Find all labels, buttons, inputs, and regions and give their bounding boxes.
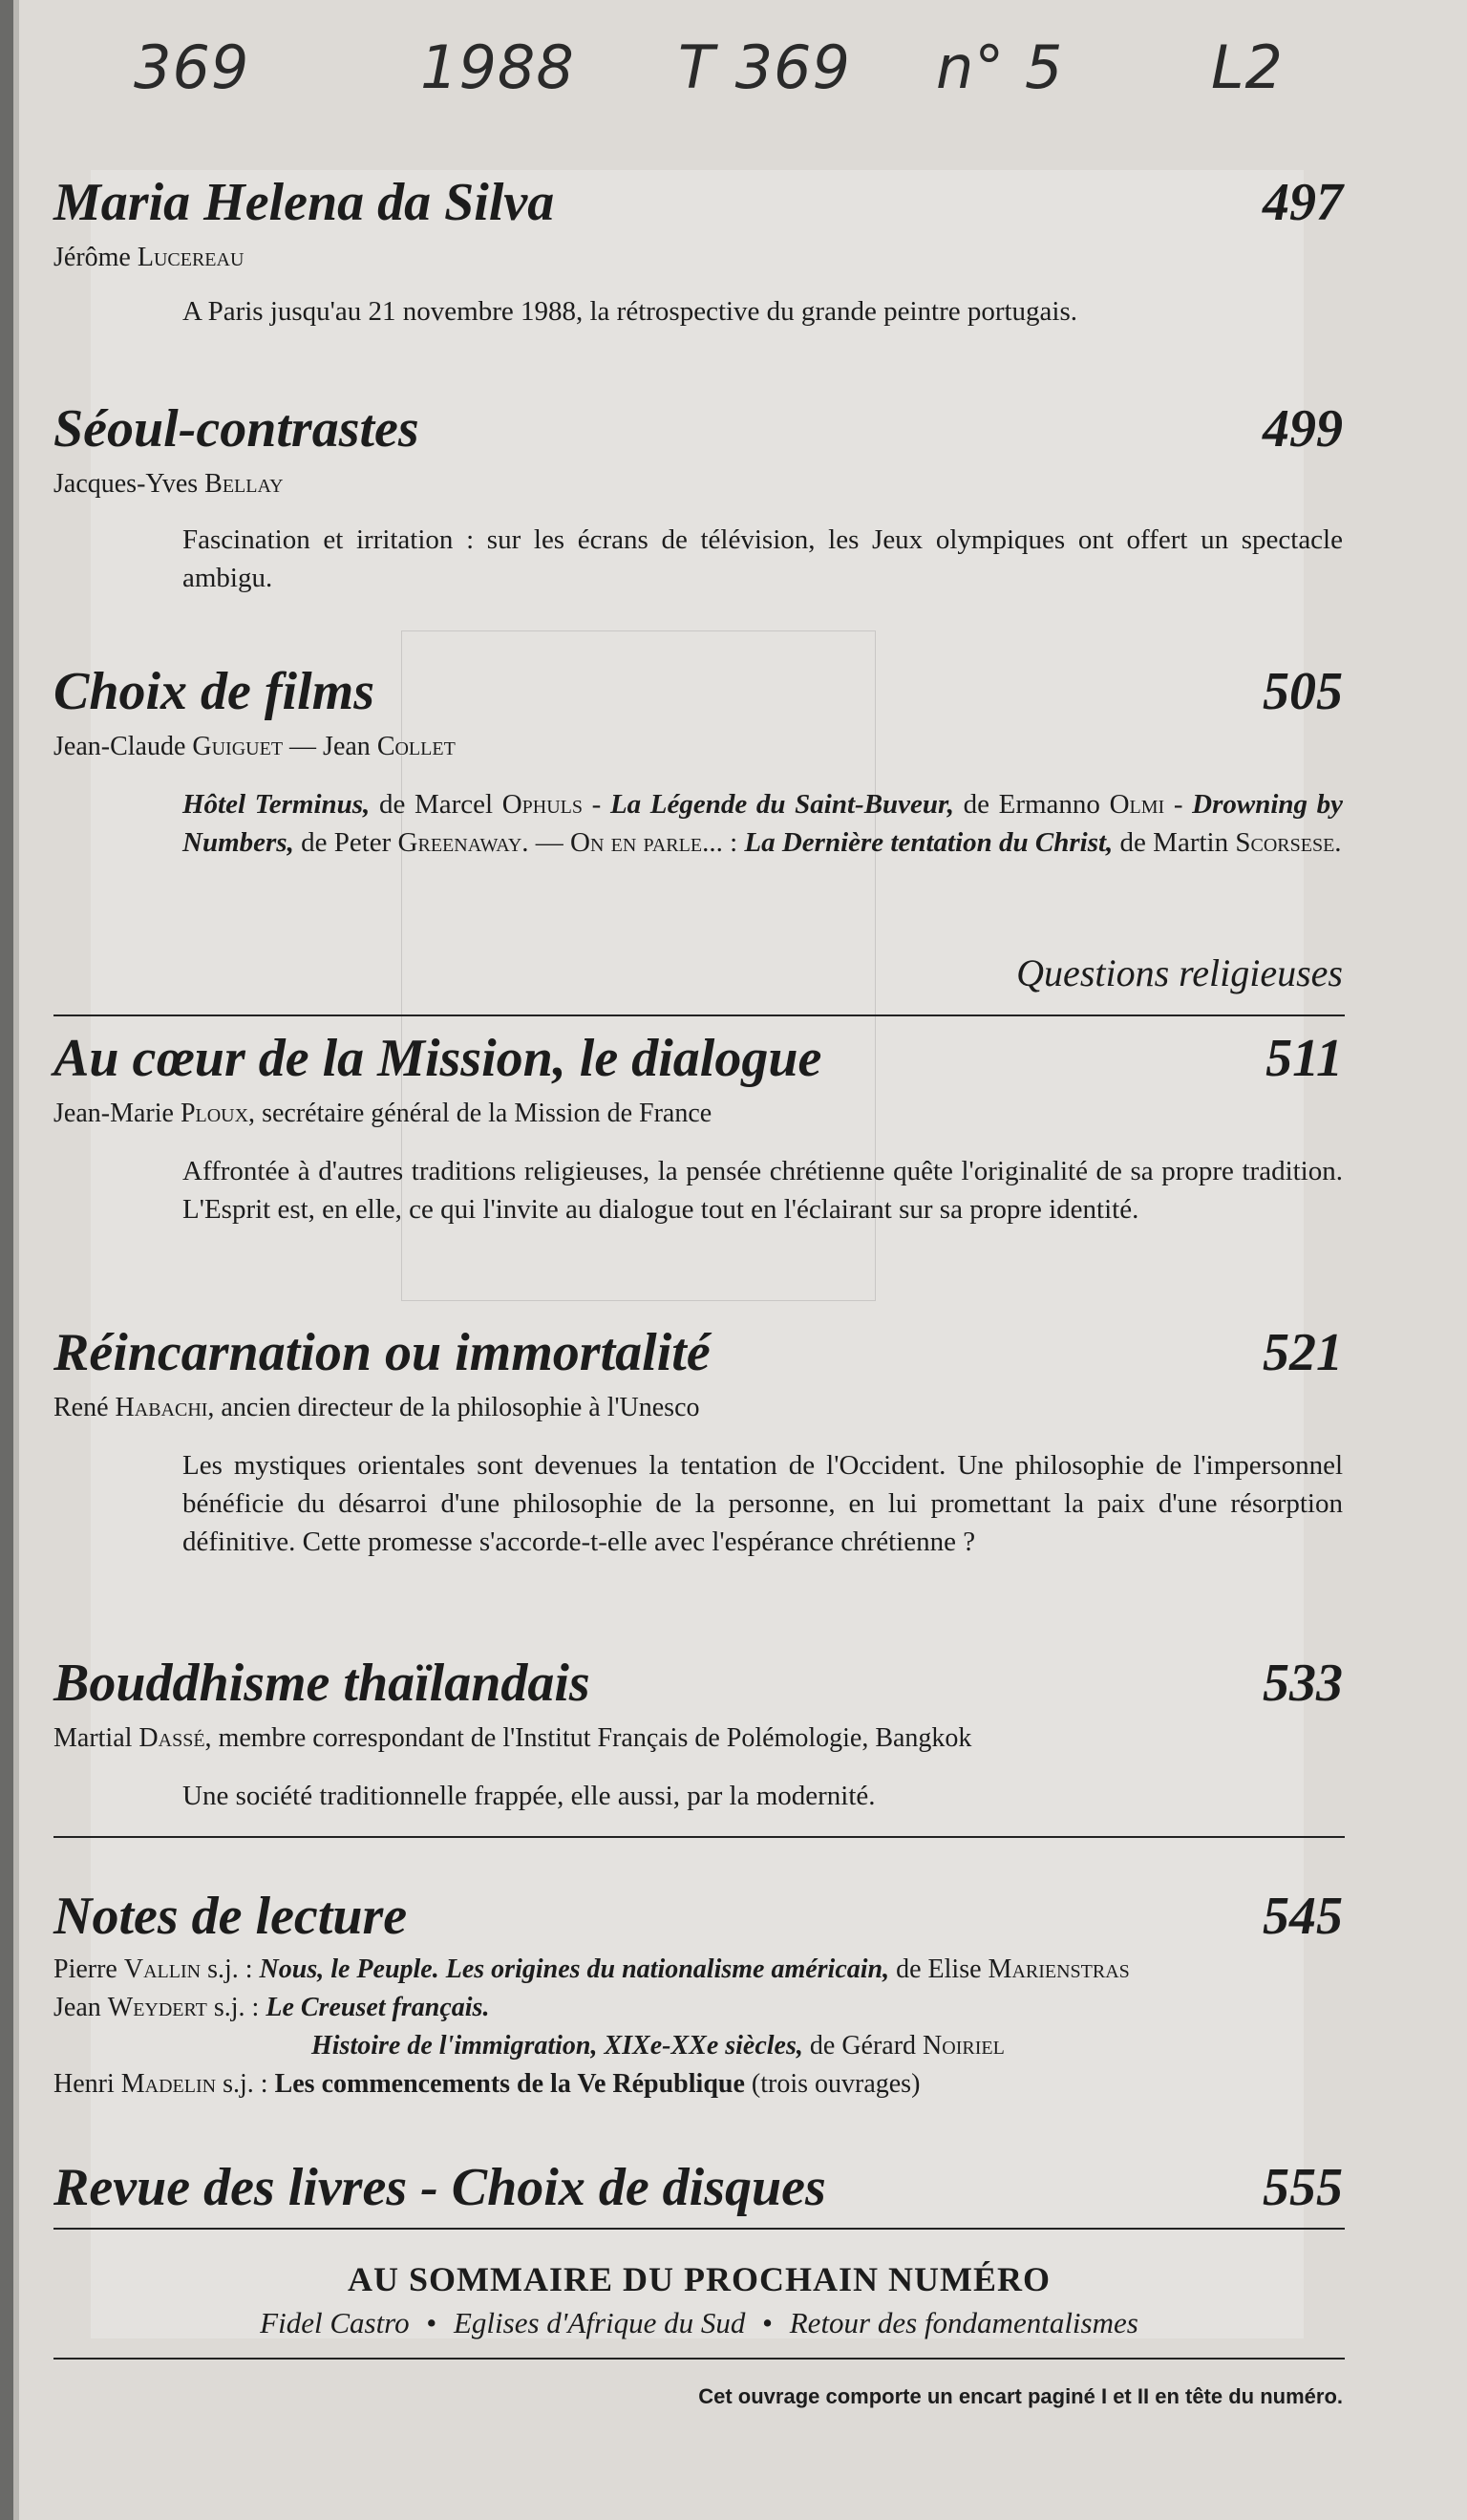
reviewer-last-name: Madelin [120,2069,217,2099]
author-first-name: Jean [323,732,371,761]
entry-page-number: 511 [1265,1029,1343,1088]
film-title: Hôtel Terminus, [182,789,371,820]
next-issue-topic: Eglises d'Afrique du Sud [453,2306,746,2339]
next-issue-topic: Retour des fondamentalismes [789,2306,1138,2339]
author-last-name: Lucereau [137,243,244,272]
author-first-name: René [53,1393,109,1422]
film-title: La Légende du Saint-Buveur, [609,789,954,820]
films-list [182,785,1343,862]
film-director-prefix: de Peter [301,827,392,858]
entry-page-number: 505 [1263,662,1343,721]
author-role: secrétaire général de la Mission de France [262,1099,712,1128]
book-title: Le Creuset français. [266,1993,490,2022]
note-line [53,2065,1343,2104]
bullet-icon: • [426,2306,437,2339]
binding-edge [0,0,13,2520]
entry-description: Une société traditionnelle frappée, elle aussi, par la modernité. [182,1781,876,1811]
toc-entry [53,1318,1343,1561]
toc-entry [53,1024,1343,1228]
film-title: Drowning by Numbers, [182,789,1344,858]
entry-author [53,1719,1343,1758]
bottom-rule [53,2358,1345,2360]
author-first-name: Jérôme [53,243,131,272]
film-director: Scorsese. [1235,827,1342,858]
separator: - [591,789,602,820]
book-author-prefix: de Elise [896,1954,982,1984]
toc-entry [53,168,1343,331]
on-en-parle-label: On en parle... : [570,827,738,858]
book-title: Les commencements de la Ve République [274,2069,745,2099]
book-author-prefix: de Gérard [809,2031,917,2061]
entry-author [53,1389,1343,1427]
author-first-name: Jacques-Yves [53,469,199,499]
next-issue-box [53,2256,1345,2344]
entry-page-number: 545 [1263,1887,1343,1946]
film-director: Greenaway. [397,827,529,858]
handwritten-note-4: n° 5 [936,32,1064,102]
book-note: (trois ouvrages) [751,2069,921,2099]
toc-entry [53,1649,1343,1815]
author-first-name: Jean-Marie [53,1099,174,1128]
footnote: Cet ouvrage comporte un encart paginé I et II en tête du numéro. [698,2384,1343,2408]
entry-description: Fascination et irritation : sur les écrans de télévision, les Jeux olympiques ont offert un spectacle ambigu. [182,524,1343,593]
film-director-prefix: de Martin [1119,827,1229,858]
author-first-name: Jean-Claude [53,732,186,761]
handwritten-note-2: 1988 [420,32,575,102]
entry-description: Affrontée à d'autres traditions religieuses, la pensée chrétienne quête l'originalité de sa propre tradition. L'Esprit est, en elle, ce qui l'invite au dialogue tout en l'éclairant sur sa propre identité. [182,1156,1343,1225]
author-last-name: Guiguet [192,732,284,761]
next-issue-topic: Fidel Castro [260,2306,410,2339]
toc-entry [53,395,1343,597]
separator: — [535,827,563,858]
entry-page-number: 497 [1263,173,1343,232]
entry-title[interactable]: Choix de films [53,662,375,721]
entry-author [53,239,1343,277]
entry-page-number: 555 [1263,2158,1343,2217]
book-author: Marienstras [988,1954,1130,1984]
book-title: Nous, le Peuple. Les origines du nationalisme américain, [259,1954,890,1984]
handwritten-note-1: 369 [134,32,250,102]
reviewer-suffix: s.j. : [213,1993,260,2022]
note-line [53,2027,1343,2065]
notes-entry [53,1882,1343,2104]
notes-rule [53,1836,1345,1838]
handwritten-note-3: T 369 [678,32,851,102]
book-author: Noiriel [923,2031,1005,2061]
film-director-prefix: de Ermanno [963,789,1100,820]
author-role: membre correspondant de l'Institut Français de Polémologie, Bangkok [218,1723,972,1753]
author-role: ancien directeur de la philosophie à l'Unesco [221,1393,700,1422]
film-director-prefix: de Marcel [378,789,494,820]
film-director: Olmi [1109,789,1165,820]
author-last-name: Collet [376,732,456,761]
section-heading: Questions religieuses [1016,951,1343,994]
reviewer-first-name: Pierre [53,1954,117,1984]
entry-title[interactable]: Bouddhisme thaïlandais [53,1654,590,1713]
author-last-name: Bellay [204,469,284,499]
entry-page-number: 533 [1263,1654,1343,1713]
toc-entry [53,657,1343,862]
entry-page-number: 499 [1263,399,1343,459]
entry-title[interactable]: Réincarnation ou immortalité [53,1323,711,1382]
entry-title[interactable]: Au cœur de la Mission, le dialogue [53,1029,822,1088]
note-line [53,1989,1343,2027]
entry-title[interactable]: Revue des livres - Choix de disques [53,2158,826,2217]
bullet-icon: • [762,2306,773,2339]
handwritten-note-5: L2 [1211,32,1284,102]
revue-rule [53,2228,1345,2230]
next-issue-topics [53,2302,1345,2344]
reviewer-first-name: Henri [53,2069,115,2099]
note-line [53,1951,1343,1989]
entry-author [53,465,1343,503]
entry-page-number: 521 [1263,1323,1343,1382]
entry-title[interactable]: Notes de lecture [53,1887,408,1946]
reviewer-suffix: s.j. : [223,2069,268,2099]
entry-author [53,728,1343,766]
entry-description: Les mystiques orientales sont devenues la tentation de l'Occident. Une philosophie de l'impersonnel bénéficie du désarroi d'une philosophie de la personne, en lui promettant la paix d'une résorption définitive. Cette promesse s'accorde-t-elle avec l'espérance chrétienne ? [182,1450,1343,1557]
film-title: La Dernière tentation du Christ, [744,827,1114,858]
author-separator: — [289,732,317,761]
author-last-name: Habachi, [115,1393,215,1422]
section-rule [53,1014,1345,1016]
entry-title[interactable]: Séoul-contrastes [53,399,419,459]
author-last-name: Dassé, [138,1723,212,1753]
entry-title[interactable]: Maria Helena da Silva [53,173,555,232]
entry-author [53,1095,1343,1133]
reviewer-last-name: Vallin [123,1954,202,1984]
next-issue-title: AU SOMMAIRE DU PROCHAIN NUMÉRO [348,2260,1051,2298]
toc-entry [53,2153,1343,2222]
binding-shadow [13,0,19,2520]
author-first-name: Martial [53,1723,133,1753]
author-last-name: Ploux, [180,1099,256,1128]
reviewer-last-name: Weydert [107,1993,207,2022]
book-title: Histoire de l'immigration, XIXe-XXe siècles, [311,2031,803,2061]
entry-description: A Paris jusqu'au 21 novembre 1988, la rétrospective du grande peintre portugais. [182,296,1078,327]
reviewer-suffix: s.j. : [207,1954,253,1984]
reviewer-first-name: Jean [53,1993,101,2022]
separator: - [1173,789,1183,820]
film-director: Ophuls [501,789,583,820]
